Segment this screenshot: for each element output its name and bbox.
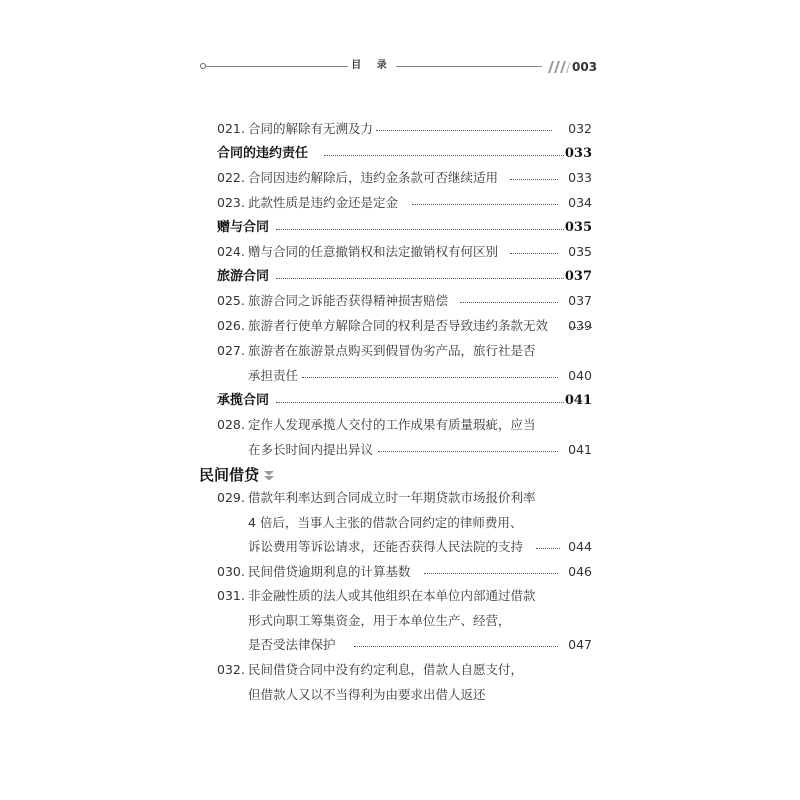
entry-title: 民间借贷逾期利息的计算基数 xyxy=(248,564,411,579)
section-title: 赠与合同 xyxy=(217,220,270,235)
entry-page: 046 xyxy=(568,564,592,579)
dot-leader xyxy=(536,548,560,549)
entry-title: 合同因违约解除后，违约金条款可否继续适用 xyxy=(248,170,499,185)
toc-entry-028[interactable] xyxy=(0,413,800,437)
toc-entry-029[interactable] xyxy=(0,486,800,510)
entry-title-line3: 诉讼费用等诉讼请求，还能否获得人民法院的支持 xyxy=(248,539,524,554)
toc-entry-025[interactable] xyxy=(0,289,800,313)
toc-entry-021[interactable] xyxy=(0,117,800,141)
dot-leader xyxy=(510,253,558,254)
entry-title: 此款性质是违约金还是定金 xyxy=(248,195,399,210)
section-title: 旅游合同 xyxy=(217,269,270,284)
entry-page: 035 xyxy=(568,244,592,259)
entry-title-line1: 定作人发现承揽人交付的工作成果有质量瑕疵，应当 xyxy=(248,417,536,432)
entry-title-line1: 非金融性质的法人或其他组织在本单位内部通过借款 xyxy=(248,588,536,603)
entry-title: 旅游合同之诉能否获得精神损害赔偿 xyxy=(248,293,449,308)
entry-number: 026. xyxy=(217,318,245,333)
entry-number: 028. xyxy=(217,417,245,432)
dot-leader xyxy=(276,278,564,279)
dot-leader xyxy=(424,573,558,574)
toc-entry-032[interactable] xyxy=(0,658,800,682)
entry-page: 033 xyxy=(568,170,592,185)
toc-entry-028-cont[interactable] xyxy=(0,438,800,462)
header-rule-left xyxy=(206,66,348,67)
dot-leader xyxy=(276,402,564,403)
dot-leader xyxy=(412,204,558,205)
dot-leader xyxy=(354,646,558,647)
toc-entry-031[interactable] xyxy=(0,584,800,608)
section-page: 035 xyxy=(564,220,592,235)
dot-leader xyxy=(302,377,558,378)
entry-number: 022. xyxy=(217,170,245,185)
toc-section-breach-liability[interactable] xyxy=(0,142,800,166)
toc-section-travel-contract[interactable] xyxy=(0,265,800,289)
entry-title-line2: 但借款人又以不当得利为由要求出借人返还 xyxy=(248,687,486,702)
toc-entry-026[interactable] xyxy=(0,314,800,338)
toc-entry-023[interactable] xyxy=(0,191,800,215)
header-title: 目 录 xyxy=(351,60,393,71)
toc-entry-027[interactable] xyxy=(0,339,800,363)
entry-page: 037 xyxy=(568,293,592,308)
entry-title-line1: 借款年利率达到合同成立时一年期贷款市场报价利率 xyxy=(248,490,536,505)
entry-title: 赠与合同的任意撤销权和法定撤销权有何区别 xyxy=(248,244,499,259)
entry-number: 027. xyxy=(217,343,245,358)
toc-entry-029-cont1[interactable] xyxy=(0,511,800,535)
entry-title-line2: 承担责任 xyxy=(248,368,299,383)
entry-page: 040 xyxy=(568,368,592,383)
section-title: 承揽合同 xyxy=(217,393,270,408)
header-rule-right xyxy=(396,66,542,67)
toc-entry-031-cont2[interactable] xyxy=(0,633,800,657)
entry-title-line2: 在多长时间内提出异议 xyxy=(248,442,374,457)
entry-title-line1: 民间借贷合同中没有约定利息，借款人自愿支付， xyxy=(248,662,524,677)
toc-entry-024[interactable] xyxy=(0,240,800,264)
toc-entry-027-cont[interactable] xyxy=(0,364,800,388)
toc-entry-032-cont[interactable] xyxy=(0,683,800,707)
header-page-number: 003 xyxy=(572,60,598,74)
entry-title-line2: 形式向职工筹集资金，用于本单位生产、经营， xyxy=(248,613,511,628)
toc-entry-030[interactable] xyxy=(0,560,800,584)
section-page: 041 xyxy=(564,393,592,408)
dot-leader xyxy=(460,302,558,303)
entry-title-line2: 4 倍后，当事人主张的借款合同约定的律师费用、 xyxy=(248,515,523,530)
entry-number: 021. xyxy=(217,121,245,136)
header-slashes-ornament xyxy=(544,59,570,75)
entry-title: 合同的解除有无溯及力 xyxy=(248,121,374,136)
entry-number: 025. xyxy=(217,293,245,308)
toc-section-gift-contract[interactable] xyxy=(0,216,800,240)
entry-number: 032. xyxy=(217,662,245,677)
double-chevron-down-icon xyxy=(263,470,275,482)
dot-leader xyxy=(378,451,558,452)
chapter-title: 民间借贷 xyxy=(199,466,260,484)
section-page: 037 xyxy=(564,269,592,284)
dot-leader xyxy=(376,130,552,131)
entry-number: 024. xyxy=(217,244,245,259)
dot-leader xyxy=(510,179,558,180)
entry-page: 041 xyxy=(568,442,592,457)
page-header xyxy=(200,57,596,77)
entry-page: 047 xyxy=(568,637,592,652)
section-title: 合同的违约责任 xyxy=(217,146,309,161)
entry-number: 031. xyxy=(217,588,245,603)
entry-page: 044 xyxy=(568,539,592,554)
toc-entry-022[interactable] xyxy=(0,166,800,190)
entry-title-line3: 是否受法律保护 xyxy=(248,637,336,652)
toc-section-work-contract[interactable] xyxy=(0,389,800,413)
toc-entry-029-cont2[interactable] xyxy=(0,535,800,559)
entry-page: 034 xyxy=(568,195,592,210)
entry-title-line1: 旅游者在旅游景点购买到假冒伪劣产品，旅行社是否 xyxy=(248,343,536,358)
chapter-heading[interactable] xyxy=(199,464,275,486)
entry-page: 039 xyxy=(568,318,592,333)
toc-entry-031-cont1[interactable] xyxy=(0,609,800,633)
entry-number: 030. xyxy=(217,564,245,579)
entry-title: 旅游者行使单方解除合同的权利是否导致违约条款无效 xyxy=(248,318,549,333)
section-page: 033 xyxy=(564,146,592,161)
entry-number: 029. xyxy=(217,490,245,505)
dot-leader xyxy=(324,155,564,156)
entry-page: 032 xyxy=(568,121,592,136)
dot-leader xyxy=(276,229,564,230)
entry-number: 023. xyxy=(217,195,245,210)
